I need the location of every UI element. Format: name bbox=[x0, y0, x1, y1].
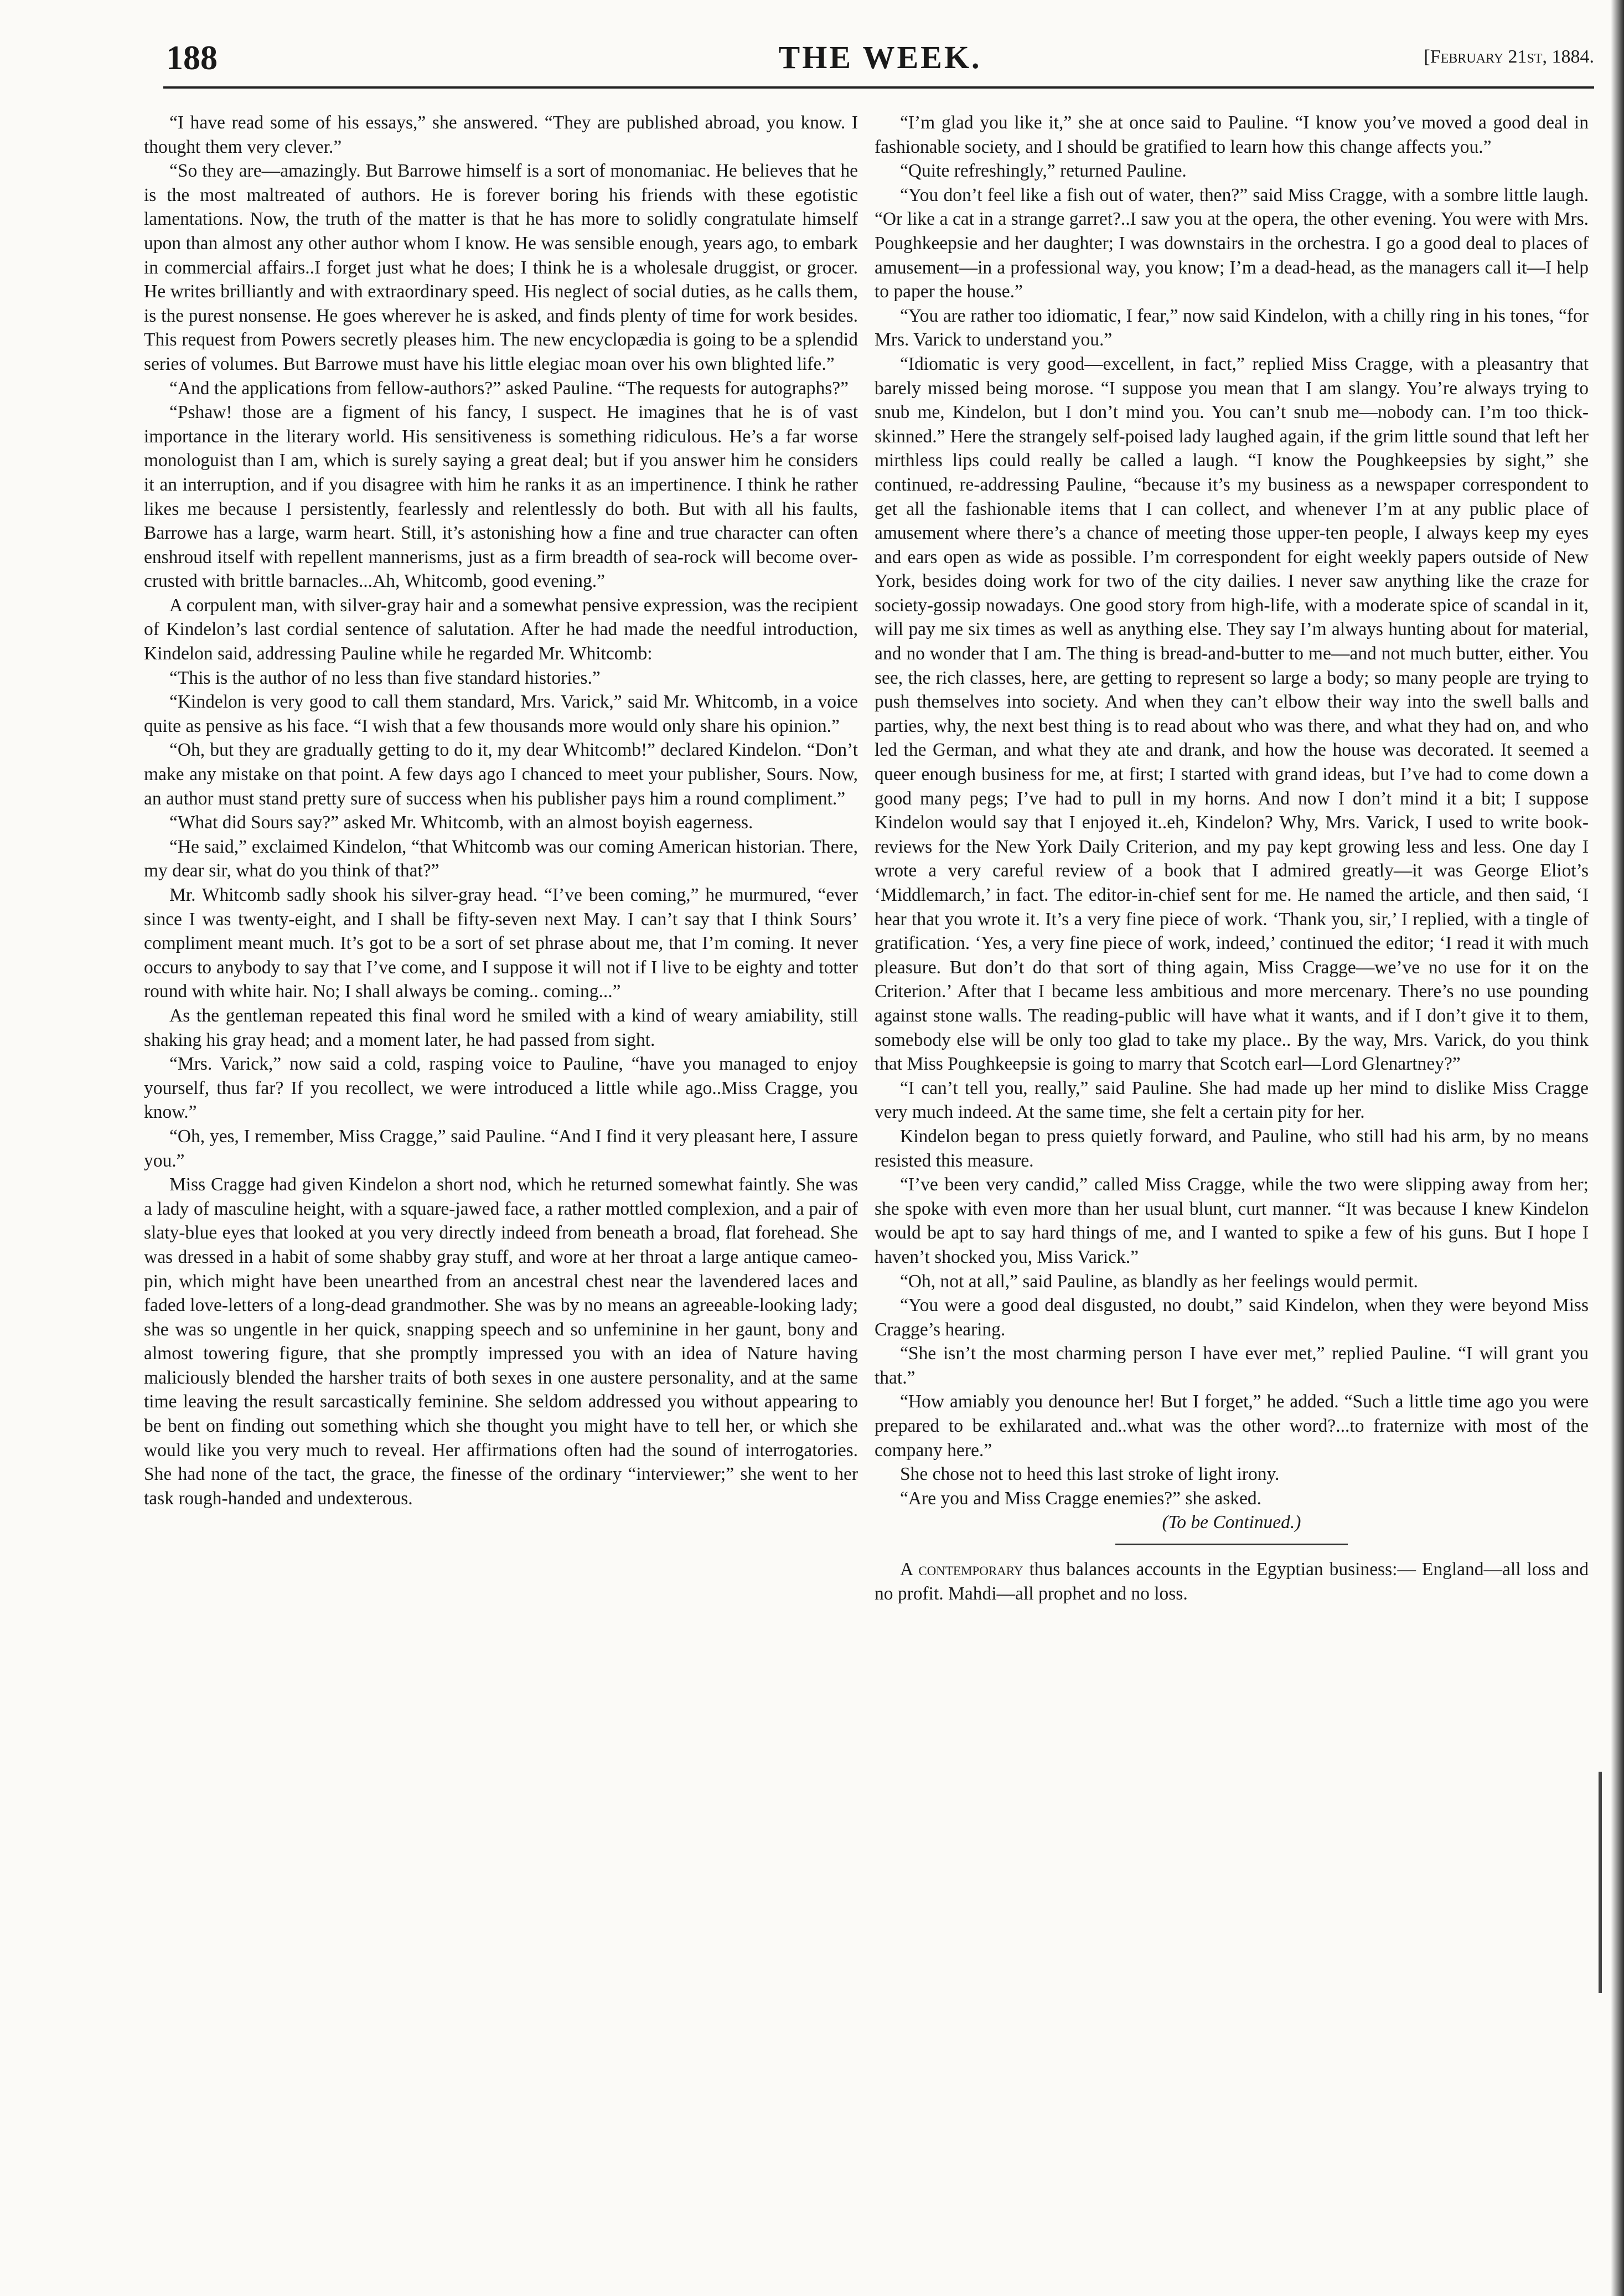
paragraph: “This is the author of no less than five standard histories.” bbox=[169, 667, 601, 688]
section-separator bbox=[1115, 1544, 1348, 1545]
paragraph: “Mrs. Varick,” now said a cold, rasping voice to Pauline, “have you managed to enjoy yourself, thus far? If you recollect, we were introduced a little while ago..Miss Cragge, you know.” bbox=[144, 1054, 858, 1123]
paragraph: “I’m glad you like it,” she at once said to Pauline. “I know you’ve moved a good deal in fashionable society, and I should be gratified to learn how this change affects you.” bbox=[875, 112, 1589, 157]
paragraph: “He said,” exclaimed Kindelon, “that Whitcomb was our coming American historian. There, my dear sir, what do you think of that?” bbox=[144, 836, 858, 881]
paragraph: “What did Sours say?” asked Mr. Whitcomb, with an almost boyish eagerness. bbox=[169, 812, 753, 833]
to-be-continued: (To be Continued.) bbox=[1162, 1512, 1301, 1533]
contemporary-note bbox=[875, 1557, 1589, 1606]
right-paragraphs bbox=[875, 111, 1589, 1510]
paragraph: “Oh, but they are gradually getting to do it, my dear Whitcomb!” declared Kindelon. “Don’t make any mistake on that point. A few days ago I chanced to meet your publisher, Sours. Now, an author must stand pretty sure of success when his publisher pays him a round compliment.” bbox=[144, 740, 858, 809]
paragraph: “I can’t tell you, really,” said Pauline. She had made up her mind to dislike Miss Cragge very much indeed. At the same time, she felt a certain pity for her. bbox=[875, 1077, 1589, 1123]
paragraph: She chose not to heed this last stroke of light irony. bbox=[900, 1464, 1280, 1485]
left-column bbox=[144, 111, 858, 1510]
paragraph: “Oh, not at all,” said Pauline, as blandly as her feelings would permit. bbox=[900, 1271, 1418, 1292]
right-column bbox=[875, 111, 1589, 1606]
paragraph: “You are rather too idiomatic, I fear,” now said Kindelon, with a chilly ring in his tones, “for Mrs. Varick to understand you.” bbox=[875, 305, 1589, 350]
paragraph: “Quite refreshingly,” returned Pauline. bbox=[900, 161, 1187, 182]
masthead-title: THE WEEK. bbox=[778, 39, 982, 75]
paragraph: As the gentleman repeated this final word he smiled with a kind of weary amiability, still shaking his gray head; and a moment later, he had passed from sight. bbox=[144, 1005, 858, 1050]
paragraph: “So they are—amazingly. But Barrowe himself is a sort of monomaniac. He believes that he is the most maltreated of authors. He is forever boring his friends with these egotistic lamentations. Now, the truth of the matter is that he has more to solidly congratulate himself upon than almost any other author whom I know. He was sensible enough, years ago, to embark in commercial affairs..I forget just what he does; I think he is a wholesale druggist, or grocer. He writes brilliantly and with extraordinary speed. His neglect of social duties, as he calls them, is the purest nonsense. He goes wherever he is asked, and finds plenty of time for work besides. This request from Powers secretly pleases him. The new encyclopædia is going to be a splendid series of volumes. But Barrowe must have his little elegiac moan over his own blighted life.” bbox=[144, 161, 858, 374]
contemporary-text: thus balances accounts in the Egyptian business:— England—all loss and no profit. Mahdi—all prophet and no loss. bbox=[875, 1559, 1589, 1604]
paragraph: “Are you and Miss Cragge enemies?” she asked. bbox=[900, 1488, 1262, 1509]
paragraph: “I’ve been very candid,” called Miss Cragge, while the two were slipping away from her; she spoke with even more than her usual blunt, curt manner. “It was because I knew Kindelon would be apt to say hard things of me, and I wanted to spike a few of his guns. But I hope I haven’t shocked you, Miss Varick.” bbox=[875, 1174, 1589, 1267]
paragraph: “You don’t feel like a fish out of water, then?” said Miss Cragge, with a sombre little laugh. “Or like a cat in a strange garret?..I saw you at the opera, the other evening. You were with Mrs. Poughkeepsie and her daughter; I was downstairs in the orchestra. I go a good deal to places of amusement—in a professional way, you know; I’m a dead-head, as the managers call it—I help to paper the house.” bbox=[875, 184, 1589, 302]
paragraph: “How amiably you denounce her! But I forget,” he added. “Such a little time ago you were prepared to be exhilarated and..what was the other word?...to fraternize with most of the company here.” bbox=[875, 1391, 1589, 1461]
paragraph: “You were a good deal disgusted, no doubt,” said Kindelon, when they were beyond Miss Cragge’s hearing. bbox=[875, 1295, 1589, 1340]
page-header bbox=[166, 39, 1594, 83]
header-rule bbox=[163, 86, 1594, 89]
page-number: 188 bbox=[166, 39, 218, 77]
issue-date: [February 21st, 1884. bbox=[1424, 47, 1594, 67]
paragraph: “Kindelon is very good to call them standard, Mrs. Varick,” said Mr. Whitcomb, in a voice quite as pensive as his face. “I wish that a few thousands more would only share his opinion.” bbox=[144, 692, 858, 736]
contemporary-lead: A contemporary bbox=[900, 1559, 1023, 1580]
paragraph: “She isn’t the most charming person I have ever met,” replied Pauline. “I will grant you that.” bbox=[875, 1343, 1589, 1388]
paragraph: Kindelon began to press quietly forward, and Pauline, who still had his arm, by no means resisted this measure. bbox=[875, 1126, 1589, 1171]
page-edge-shadow bbox=[1611, 0, 1624, 2296]
paragraph: “And the applications from fellow-authors?” asked Pauline. “The requests for autographs?” bbox=[169, 378, 849, 399]
binding-mark bbox=[1599, 1772, 1602, 1993]
paragraph: “Idiomatic is very good—excellent, in fact,” replied Miss Cragge, with a pleasantry that barely missed being morose. “I suppose you mean that I am slangy. You’re always trying to snub me, Kindelon, but I don’t mind you. You can’t snub me—nobody can. I’m too thick-skinned.” Here the strangely self-poised lady laughed again, if the grim little sound that left her mirthless lips could really be called a laugh. “I know the Poughkeepsies by sight,” she continued, re-addressing Pauline, “because it’s my business as a newspaper correspondent to get all the fashionable items that I can collect, and whenever I’m at any public place of amusement where there’s a chance of meeting those upper-ten people, I always keep my eyes and ears open as wide as possible. I’m correspondent for eight weekly papers outside of New York, besides doing work for two of the city dailies. I never saw anything like the craze for society-gossip nowadays. One good story from high-life, with a moderate spice of scandal in it, will pay me six times as well as anything else. They say I’m always hunting about for material, and no wonder that I am. The thing is bread-and-butter to me—and not much butter, either. You see, the rich classes, here, are getting to represent so large a body; so many people are trying to push themselves into society. And when they can’t elbow their way into the swell balls and parties, why, the next best thing is to read about who was there, and what they had on, and who led the German, and what they ate and drank, and how the house was decorated. It seemed a queer enough business for me, at first; I started with grand ideas, but I’ve had to come down a good many pegs; I’ve had to pull in my horns. And now I don’t mind it a bit; I suppose Kindelon would say that I enjoyed it..eh, Kindelon? Why, Mrs. Varick, I used to write book-reviews for the New York Daily Criterion, and my pay kept growing less and less. One day I wrote a very careful review of a book that I admired greatly—it was George Eliot’s ‘Middlemarch,’ in fact. The editor-in-chief sent for me. He named the article, and then said, ‘I hear that you wrote it. It’s a very fine piece of work. ‘Thank you, sir,’ I replied, with a tingle of gratification. ‘Yes, a very fine piece of work, indeed,’ continued the editor; ‘I read it with much pleasure. But don’t do that sort of thing again, Miss Cragge—we’ve no use for it on the Criterion.’ After that I became less ambitious and more mercenary. There’s no use pounding against stone walls. The reading-public will have what it wants, and if I don’t give it to them, somebody else will be only too glad to take my place.. By the way, Mrs. Varick, do you think that Miss Poughkeepsie is going to marry that Scotch earl—Lord Glenartney?” bbox=[875, 353, 1589, 1075]
paragraph: Mr. Whitcomb sadly shook his silver-gray head. “I’ve been coming,” he murmured, “ever since I was twenty-eight, and I shall be fifty-seven next May. I can’t say that I think Sours’ compliment meant much. It’s got to be a sort of set phrase about me, that I’m coming. It never occurs to anybody to say that I’ve come, and I suppose it will not if I live to be eighty and totter round with white hair. No; I shall always be coming.. coming...” bbox=[144, 885, 858, 1002]
paragraph: “Oh, yes, I remember, Miss Cragge,” said Pauline. “And I find it very pleasant here, I assure you.” bbox=[144, 1126, 858, 1171]
paragraph: A corpulent man, with silver-gray hair and a somewhat pensive expression, was the recipient of Kindelon’s last cordial sentence of salutation. After he had made the needful introduction, Kindelon said, addressing Pauline while he regarded Mr. Whitcomb: bbox=[144, 595, 858, 664]
paragraph: “I have read some of his essays,” she answered. “They are published abroad, you know. I thought them very clever.” bbox=[144, 112, 858, 157]
paragraph: “Pshaw! those are a figment of his fancy, I suspect. He imagines that he is of vast importance in the literary world. His sensitiveness is something ridiculous. He’s a far worse monologuist than I am, which is surely saying a great deal; but if you answer him he considers it an interruption, and if you disagree with him he ranks it as an impertinence. I think he rather likes me because I persistently, fearlessly and relentlessly do both. But with all his faults, Barrowe has a large, warm heart. Still, it’s astonishing how a fine and true character can often enshroud itself with repellent mannerisms, just as a firm breadth of sea-rock will become over-crusted with brittle barnacles...Ah, Whitcomb, good evening.” bbox=[144, 402, 858, 592]
paragraph: Miss Cragge had given Kindelon a short nod, which he returned somewhat faintly. She was a lady of masculine height, with a square-jawed face, a rather mottled complexion, and a pair of slaty-blue eyes that looked at you very directly indeed from beneath a broad, flat forehead. She was dressed in a habit of some shabby gray stuff, and wore at her throat a large antique cameo-pin, which might have been unearthed from an ancestral chest near the lavendered laces and faded love-letters of a long-dead grandmother. She was by no means an agreeable-looking lady; she was so ungentle in her quick, snapping speech and so unfeminine in her gaunt, bony and almost towering figure, that she promptly impressed you with an idea of Nature having maliciously blended the harsher traits of both sexes in one austere personality, and at the same time leaving the result sarcastically feminine. She seldom addressed you without appearing to be bent on finding out something which she thought you might have to tell her, or which she would like you very much to reveal. Her affirmations often had the sound of interrogatories. She had none of the tact, the grace, the finesse of the ordinary “interviewer;” she went to her task rough-handed and undexterous. bbox=[144, 1174, 858, 1509]
